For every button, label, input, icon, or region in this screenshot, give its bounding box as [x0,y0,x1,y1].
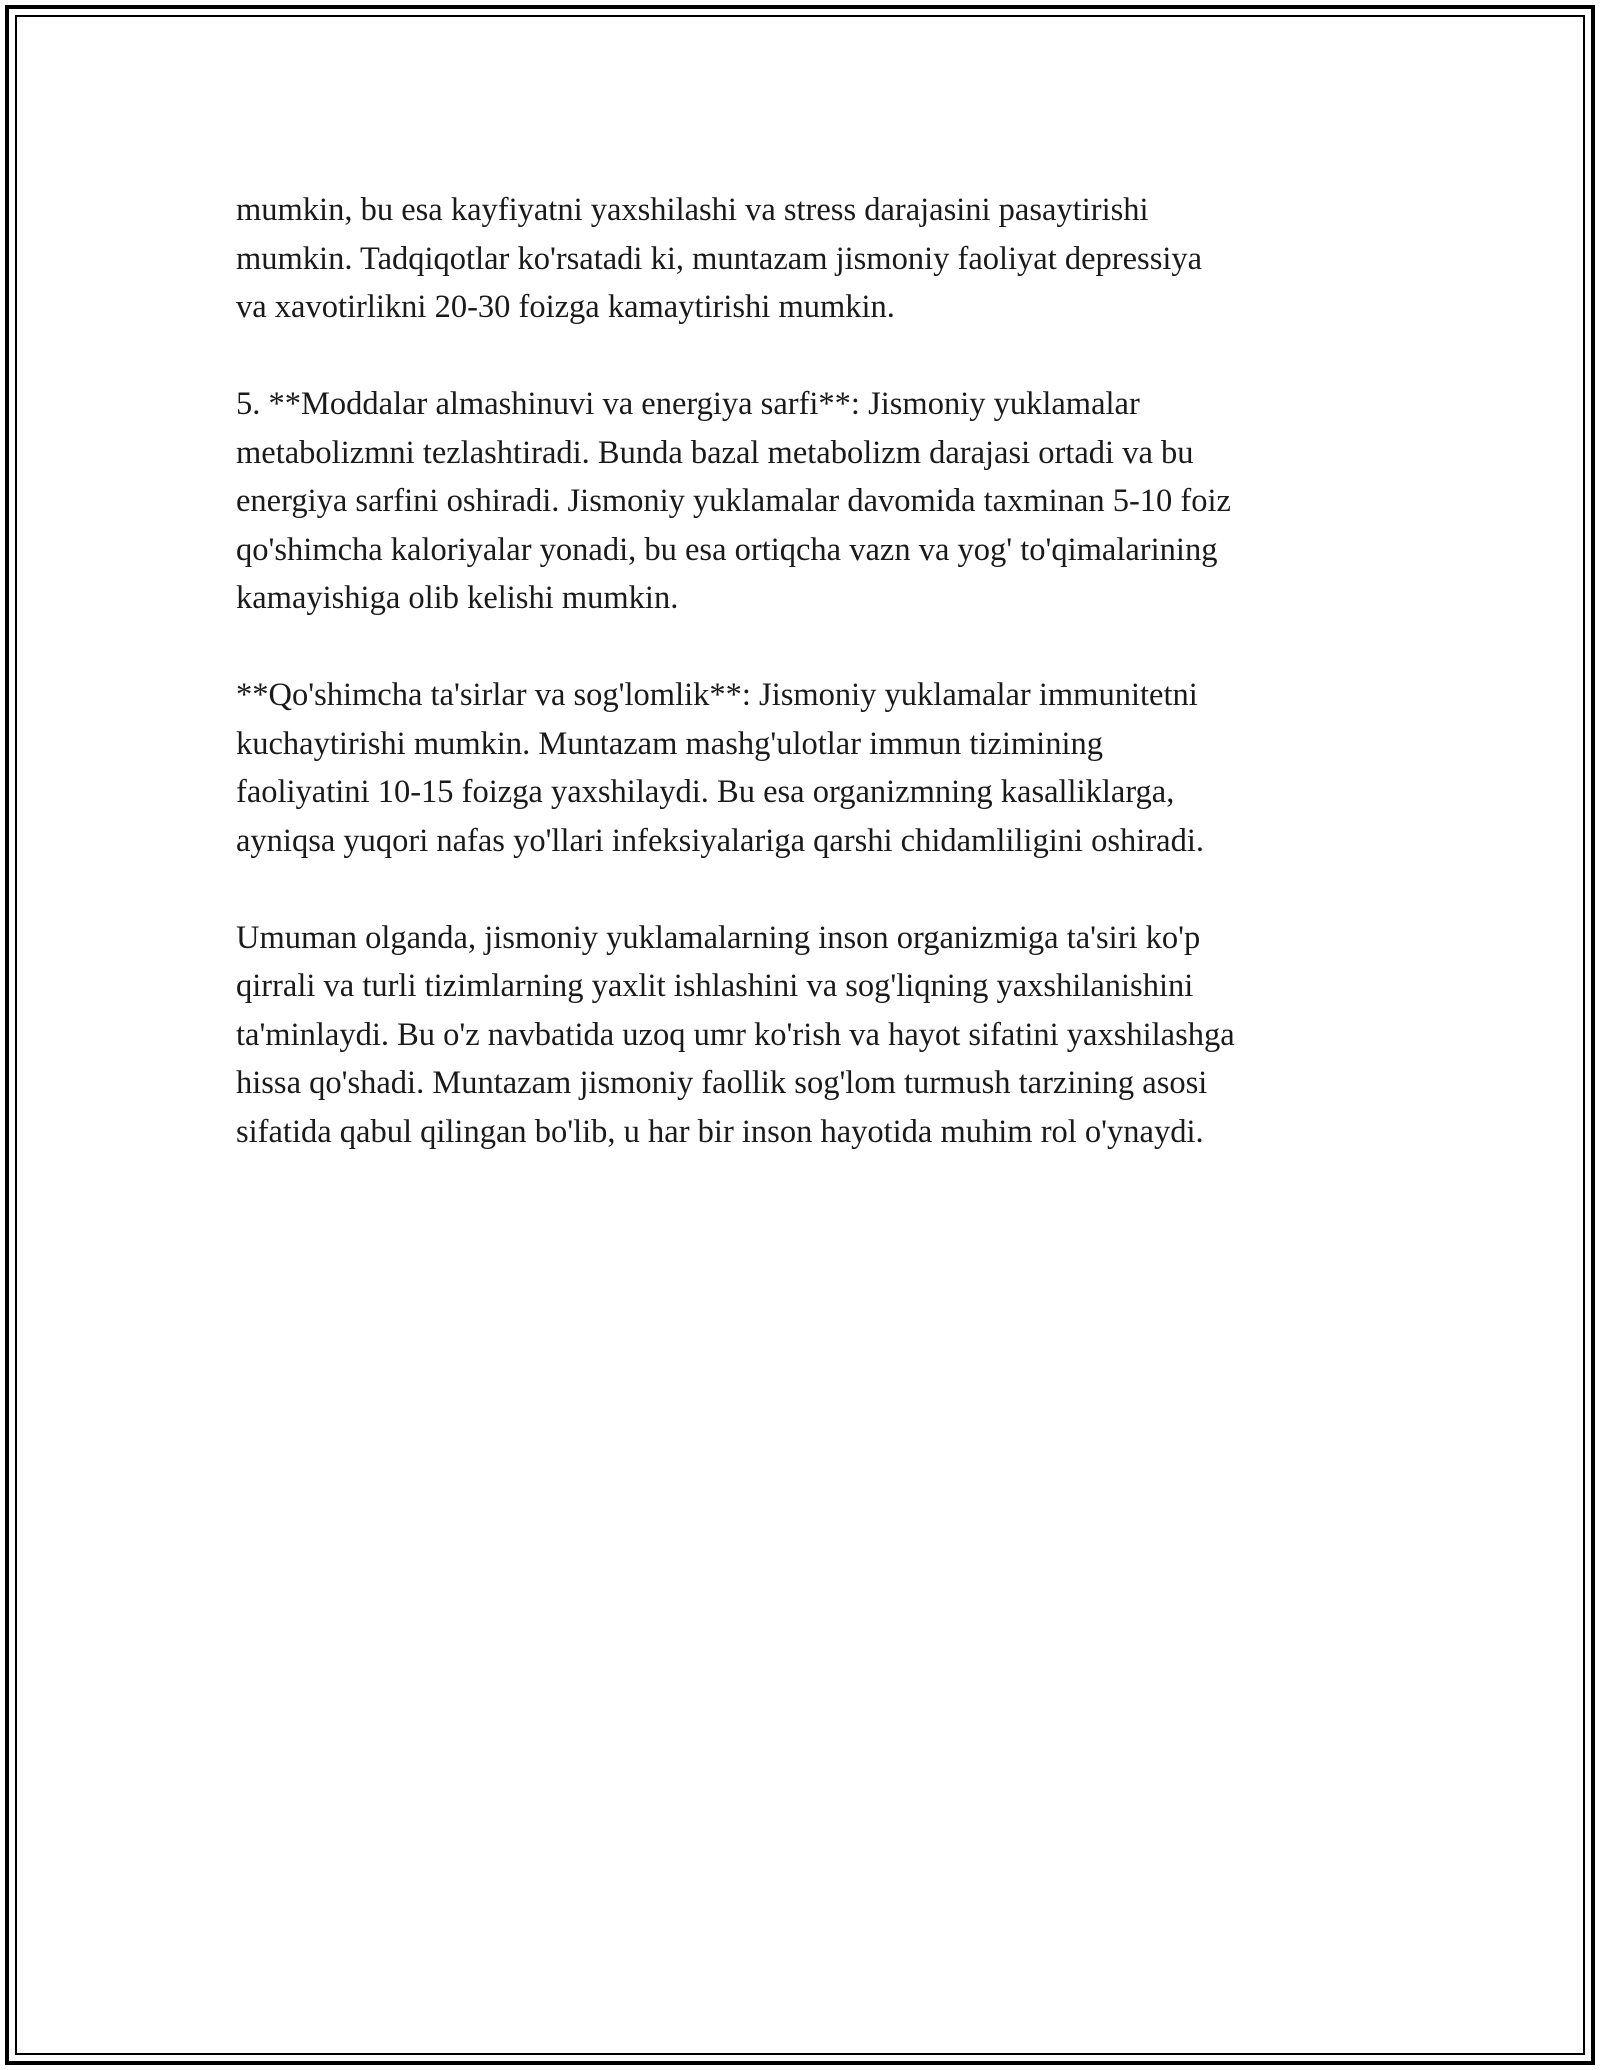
text-line: kamayishiga olib kelishi mumkin. [236,580,679,616]
paragraph-mental-health [236,186,1386,332]
text-line: metabolizmni tezlashtiradi. Bunda bazal metabolizm darajasi ortadi va bu [236,434,1194,471]
paragraph-immunity [236,671,1386,865]
text-line: hissa qo'shadi. Muntazam jismoniy faollik sog'lom turmush tarzining asosi [236,1065,1208,1101]
text-line: Umuman olganda, jismoniy yuklamalarning inson organizmiga ta'siri ko'p [236,919,1201,956]
text-line: faoliyatini 10-15 foizga yaxshilaydi. Bu esa organizmning kasalliklarga, [236,774,1175,810]
text-line: energiya sarfini oshiradi. Jismoniy yuklamalar davomida taxminan 5-10 foiz [236,483,1231,519]
text-line: **Qo'shimcha ta'sirlar va sog'lomlik**: Jismoniy yuklamalar immunitetni [236,677,1198,713]
paragraph-metabolism [236,380,1386,623]
text-line: ayniqsa yuqori nafas yo'llari infeksiyalariga qarshi chidamliligini oshiradi. [236,822,1204,859]
text-line: qirrali va turli tizimlarning yaxlit ishlashini va sog'liqning yaxshilanishini [236,968,1194,1004]
text-line: mumkin, bu esa kayfiyatni yaxshilashi va stress darajasini pasaytirishi [236,192,1149,228]
document-body [236,186,1386,1205]
text-line: va xavotirlikni 20-30 foizga kamaytirishi mumkin. [236,289,895,325]
text-line: sifatida qabul qilingan bo'lib, u har bir inson hayotida muhim rol o'ynaydi. [236,1113,1204,1150]
text-line: ta'minlaydi. Bu o'z navbatida uzoq umr ko'rish va hayot sifatini yaxshilashga [236,1016,1235,1053]
text-line: 5. **Moddalar almashinuvi va energiya sarfi**: Jismoniy yuklamalar [236,386,1140,422]
text-line: mumkin. Tadqiqotlar ko'rsatadi ki, muntazam jismoniy faoliyat depressiya [236,240,1203,277]
text-line: kuchaytirishi mumkin. Muntazam mashg'ulotlar immun tizimining [236,725,1103,762]
text-line: qo'shimcha kaloriyalar yonadi, bu esa ortiqcha vazn va yog' to'qimalarining [236,531,1218,568]
paragraph-conclusion [236,914,1386,1157]
